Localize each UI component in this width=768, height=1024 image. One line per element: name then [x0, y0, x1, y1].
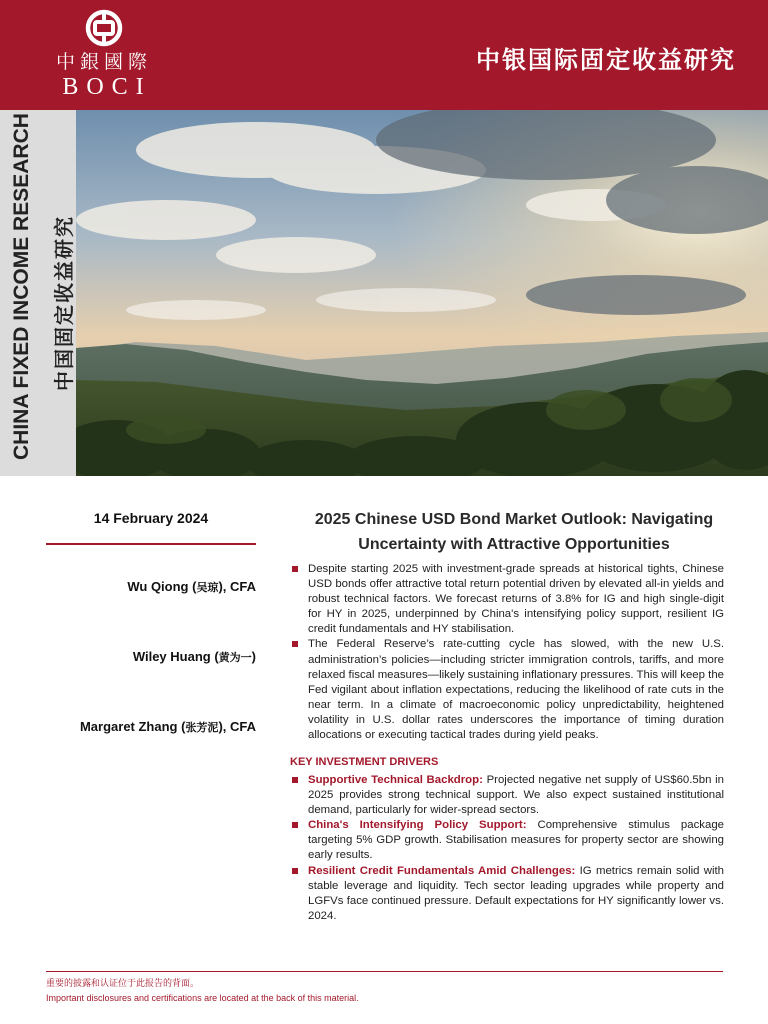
key-drivers-heading: KEY INVESTMENT DRIVERS [290, 756, 439, 768]
boci-logo[interactable] [46, 6, 162, 106]
driver-lead: Resilient Credit Fundamentals Amid Challenges: [308, 864, 576, 877]
driver-item [292, 864, 724, 924]
side-banner-chinese: 中国固定收益研究 [52, 215, 76, 391]
key-drivers-list [292, 773, 724, 924]
header-title: 中银国际固定收益研究 [476, 46, 736, 74]
author-credential: ), CFA [218, 579, 256, 594]
author-name: Wu Qiong ( [127, 579, 197, 594]
author-name: Margaret Zhang ( [79, 719, 186, 734]
report-title-line-2: Uncertainty with Attractive Opportunities [358, 536, 670, 553]
report-title-line-1: 2025 Chinese USD Bond Market Outlook: Navigating [314, 511, 714, 528]
author-chinese-name: 张芳泥 [185, 721, 219, 734]
header-band [0, 0, 768, 110]
driver-lead: China's Intensifying Policy Support: [308, 819, 527, 832]
author-wu-qiong[interactable] [30, 579, 256, 595]
report-title [282, 507, 746, 557]
report-date: 14 February 2024 [93, 510, 209, 526]
author-name: Wiley Huang ( [132, 649, 219, 664]
summary-bullets [292, 562, 724, 743]
driver-item [292, 773, 724, 818]
date-divider [46, 543, 256, 545]
disclosure-note-chinese: 重要的披露和认证位于此报告的背面。 [46, 979, 200, 989]
driver-lead: Supportive Technical Backdrop: [308, 774, 483, 786]
side-banner-english: CHINA FIXED INCOME RESEARCH [10, 113, 33, 460]
author-credential: ) [251, 649, 256, 664]
disclosure-note-english: Important disclosures and certifications are located at the back of this material. [46, 993, 359, 1003]
author-margaret-zhang[interactable] [30, 719, 256, 735]
driver-text: Projected negative net supply of US$60.5bn in 2025 provides strong technical support. We also expect sustained institutional demand, particularly for wider-spread sectors. [308, 774, 724, 817]
author-chinese-name: 黄为一 [218, 651, 252, 664]
footer-divider [46, 971, 723, 972]
summary-bullet: The Federal Reserve’s rate-cutting cycle has slowed, with the new U.S. administration’s policies—including stricter immigration controls, tariffs, and more relaxed fiscal measures—likely sustaining inflationary pressures. This will keep the Fed vigilant about inflation expectations, reducing the likelihood of rate cuts in the near term. In a climate of macroeconomic policy unpredictability, heightened volatility in U.S. dollar rates underscores the importance of timing duration allocations or executing tactical trades during yield peaks. [292, 637, 724, 743]
logo-chinese-text: 中銀國際 [55, 51, 152, 73]
author-wiley-huang[interactable] [30, 649, 256, 665]
driver-text: IG metrics remain solid with stable leverage and liquidity. Tech sector leading upgrades while property and LGFVs face continued pressure. Default expectations for HY significantly lower vs. 2024. [308, 864, 725, 922]
driver-text: Comprehensive stimulus package targeting 5% GDP growth. Stabilisation measures for property sector are showing early results. [308, 819, 724, 862]
driver-item [292, 818, 724, 863]
bank-of-china-emblem-icon [84, 8, 124, 48]
author-chinese-name: 吴琼 [196, 581, 219, 594]
logo-english-text: BOCI [62, 74, 152, 100]
author-credential: ), CFA [218, 719, 256, 734]
hero-landscape-image [76, 110, 768, 476]
summary-bullet: Despite starting 2025 with investment-grade spreads at historical tights, Chinese USD bonds offer attractive total return potential driven by elevated all-in yields and robust technical factors. We forecast returns of 3.8% for IG and high single-digit for HY in 2025, underpinned by China's intensifying policy support, resilient IG credit fundamentals and HY stabilisation. [292, 562, 724, 637]
